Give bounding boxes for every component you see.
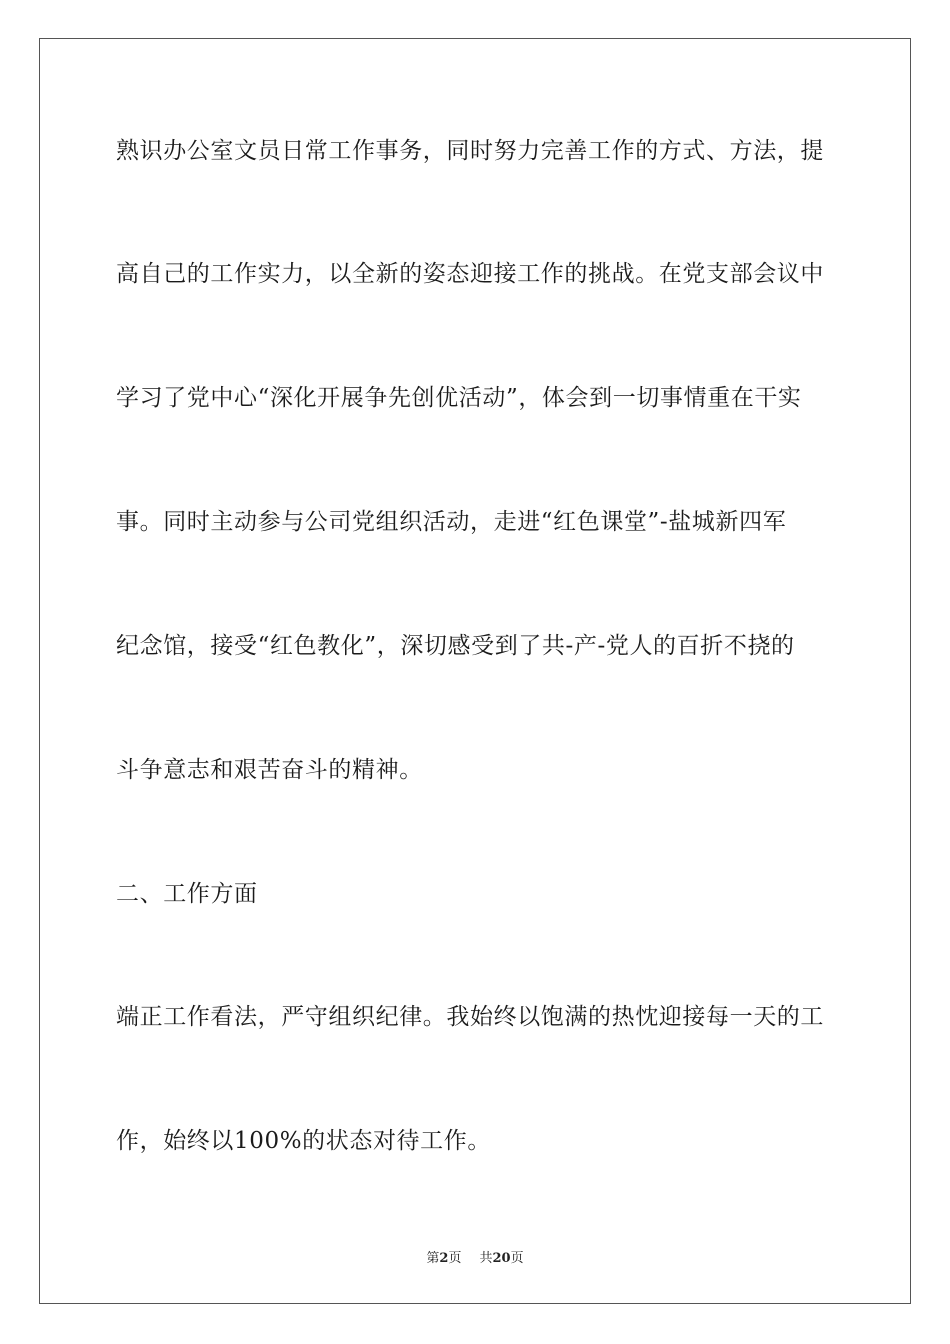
paragraph-line: 端正工作看法，严守组织纪律。我始终以饱满的热忱迎接每一天的工 [116, 1004, 824, 1030]
section-heading: 二、工作方面 [116, 881, 258, 907]
paragraph-line: 事。同时主动参与公司党组织活动，走进“红色课堂”-盐城新四军 [116, 509, 787, 535]
paragraph-line: 熟识办公室文员日常工作事务，同时努力完善工作的方式、方法，提 [116, 138, 824, 164]
page-prefix: 第 [426, 1251, 440, 1266]
paragraph-line: 纪念馆，接受“红色教化”，深切感受到了共-产-党人的百折不挠的 [116, 633, 795, 659]
page-border [39, 38, 911, 1304]
page-footer [0, 1247, 950, 1266]
paragraph-line: 学习了党中心“深化开展争先创优活动”，体会到一切事情重在干实 [116, 385, 802, 411]
total-prefix: 共 [479, 1251, 493, 1266]
page-unit: 页 [448, 1251, 462, 1266]
paragraph-line: 高自己的工作实力，以全新的姿态迎接工作的挑战。在党支部会议中 [116, 261, 824, 287]
total-unit: 页 [510, 1251, 524, 1266]
paragraph-line: 斗争意志和艰苦奋斗的精神。 [116, 757, 423, 783]
total-pages: 20 [492, 1251, 511, 1266]
paragraph-line: 作，始终以100%的状态对待工作。 [116, 1128, 491, 1154]
page-number: 2 [439, 1251, 449, 1266]
